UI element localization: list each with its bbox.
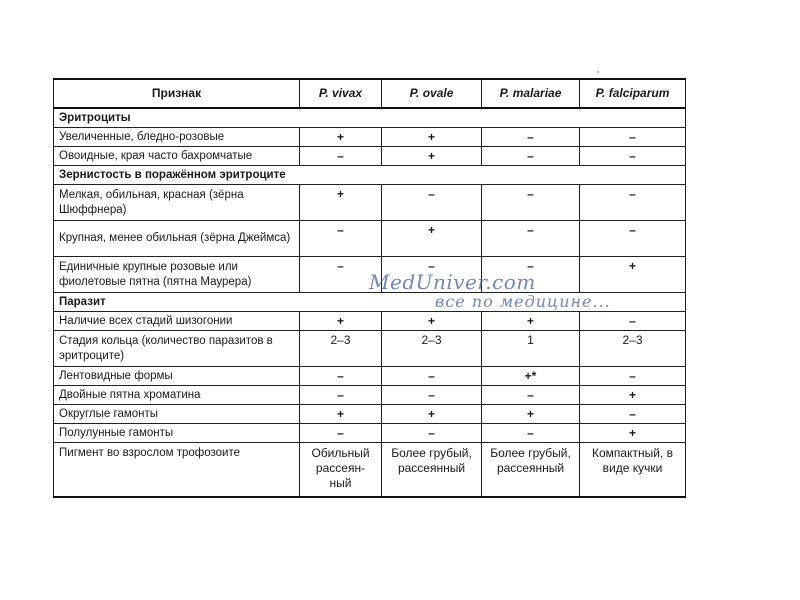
cell-ovale: 2–3 [382,331,482,367]
section-parasite [54,293,686,312]
section-erythrocytes [54,108,686,128]
cell-vivax: Обильный рассеян-ный [300,443,382,498]
table-row [54,443,686,498]
cell-malariae: – [482,424,580,443]
cell-ovale: + [382,128,482,147]
row-label: Стадия кольца (количество паразитов в эритроците) [54,331,300,367]
cell-vivax: + [300,185,382,221]
cell-vivax: – [300,147,382,166]
table-row [54,257,686,293]
section-label: Эритроциты [54,108,686,128]
row-label: Мелкая, обильная, красная (зёрна Шюффнера) [54,185,300,221]
header-p-falciparum: P. falciparum [580,79,686,108]
cell-malariae: – [482,147,580,166]
plasmodium-comparison-table [53,78,686,498]
row-label: Пигмент во взрослом трофозоите [54,443,300,498]
section-label: Паразит [54,293,686,312]
cell-malariae: – [482,128,580,147]
row-label: Округлые гамонты [54,405,300,424]
cell-falciparum: – [580,221,686,257]
cell-vivax: – [300,257,382,293]
section-label: Зернистость в поражённом эритроците [54,166,686,185]
cell-falciparum: – [580,185,686,221]
header-p-ovale: P. ovale [382,79,482,108]
row-label: Наличие всех стадий шизогонии [54,312,300,331]
cell-falciparum: + [580,424,686,443]
table-row [54,147,686,166]
cell-vivax: – [300,367,382,386]
cell-ovale: + [382,405,482,424]
cell-falciparum: – [580,367,686,386]
cell-falciparum: – [580,147,686,166]
cell-vivax: + [300,128,382,147]
table-row [54,312,686,331]
header-p-vivax: P. vivax [300,79,382,108]
cell-falciparum: – [580,128,686,147]
row-label: Крупная, менее обильная (зёрна Джеймса) [54,221,300,257]
cell-ovale: – [382,185,482,221]
cell-malariae: – [482,185,580,221]
stray-mark: ' [597,70,599,81]
header-row [54,79,686,108]
row-label: Лентовидные формы [54,367,300,386]
cell-ovale: – [382,424,482,443]
row-label: Единичные крупные розовые или фиолетовые пятна (пятна Маурера) [54,257,300,293]
cell-falciparum: 2–3 [580,331,686,367]
cell-malariae: – [482,221,580,257]
table-row [54,331,686,367]
cell-malariae: Более грубый, рассеянный [482,443,580,498]
cell-vivax: – [300,386,382,405]
cell-vivax: + [300,405,382,424]
header-p-malariae: P. malariae [482,79,580,108]
table-row [54,185,686,221]
cell-ovale: – [382,257,482,293]
cell-malariae: – [482,257,580,293]
row-label: Овоидные, края часто бахромчатые [54,147,300,166]
watermark-site: MedUniver.com [369,270,536,294]
cell-falciparum: + [580,386,686,405]
cell-malariae: – [482,386,580,405]
table-row [54,424,686,443]
watermark-tagline: все по медицине... [435,292,611,311]
cell-malariae: + [482,312,580,331]
cell-ovale: – [382,367,482,386]
section-granularity [54,166,686,185]
header-feature: Признак [54,79,300,108]
cell-falciparum: + [580,257,686,293]
row-label: Увеличенные, бледно-розовые [54,128,300,147]
cell-vivax: – [300,424,382,443]
row-label: Полулунные гамонты [54,424,300,443]
table-row [54,405,686,424]
table-row [54,386,686,405]
cell-malariae: 1 [482,331,580,367]
cell-falciparum: – [580,312,686,331]
cell-ovale: + [382,147,482,166]
table-row [54,128,686,147]
table-row [54,221,686,257]
cell-ovale: + [382,221,482,257]
cell-malariae: + [482,405,580,424]
cell-ovale: Более грубый, рассеянный [382,443,482,498]
cell-ovale: + [382,312,482,331]
cell-falciparum: – [580,405,686,424]
cell-vivax: – [300,221,382,257]
cell-falciparum: Компактный, в виде кучки [580,443,686,498]
cell-ovale: – [382,386,482,405]
table-row [54,367,686,386]
cell-vivax: 2–3 [300,331,382,367]
row-label: Двойные пятна хроматина [54,386,300,405]
cell-vivax: + [300,312,382,331]
cell-malariae: +* [482,367,580,386]
